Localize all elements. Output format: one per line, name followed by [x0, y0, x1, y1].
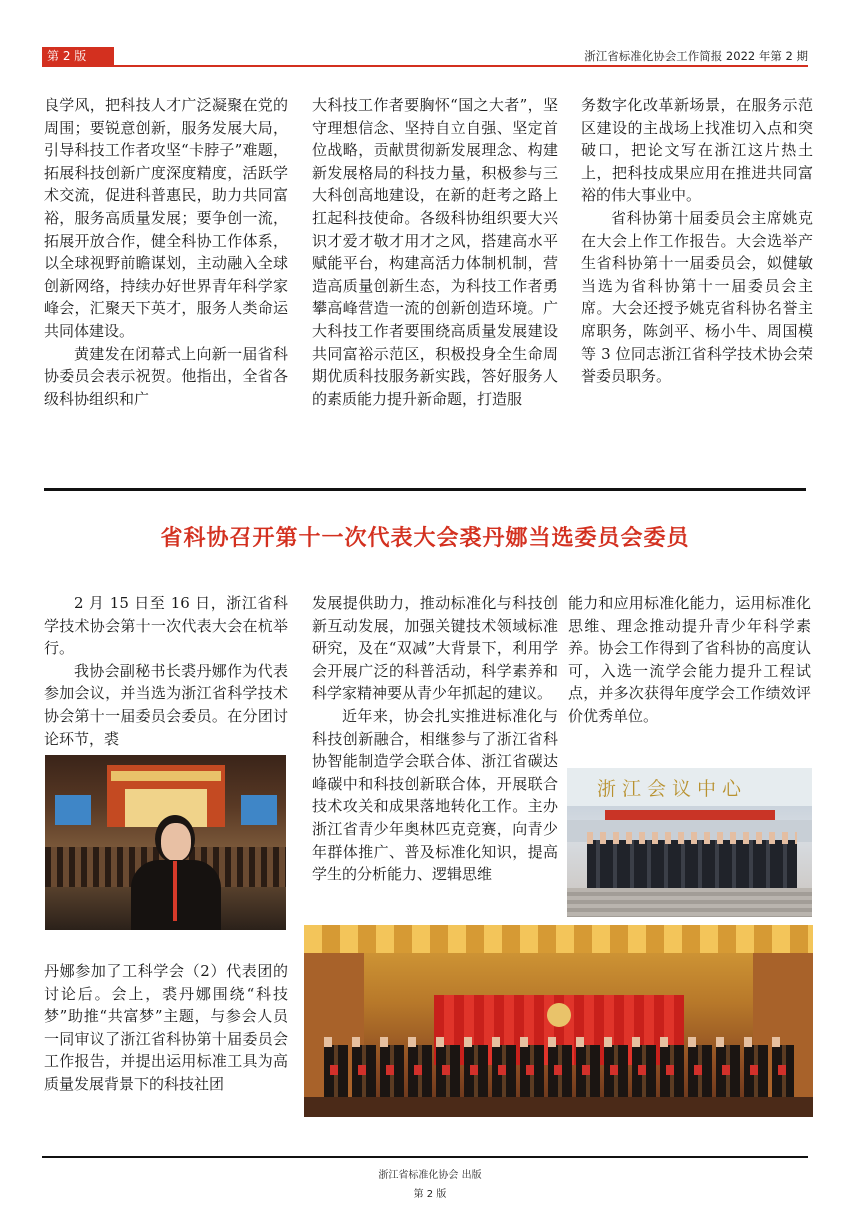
- paragraph: 黄建发在闭幕式上向新一届省科协委员会表示祝贺。他指出，全省各级科协组织和广: [44, 344, 288, 408]
- red-banner: [605, 810, 775, 820]
- header-rule: [42, 65, 808, 67]
- footer-publisher: 浙江省标准化协会 出版: [378, 1170, 482, 1181]
- paragraph: 丹娜参加了工科学会（2）代表团的讨论后。会上，裘丹娜围绕“科技梦”助推“共富梦”主题，与参会人员一同审议了浙江省科协第十届委员会工作报告，并提出运用标准工具为高质量发展背景下的科技社团: [44, 962, 288, 1093]
- article-column-1-continued: [44, 960, 288, 1096]
- paragraph: 良学风，把科技人才广泛凝聚在党的周围；要锐意创新，服务发展大局，引导科技工作者攻坚“卡脖子”难题，拓展科技创新广度深度精度，活跃学术交流，促进科普惠民，助力共同富裕，服务高质量发展；要争创一流，拓展开放合作，健全科协工作体系，以全球视野前瞻谋划，主动融入全球创新网络，持续办好世界青年科学家峰会，汇聚天下英才，服务人类命运共同体建设。: [44, 96, 288, 340]
- top-article-column-3: [581, 94, 813, 388]
- stage-floor: [304, 1097, 813, 1117]
- article-column-3: [568, 592, 811, 728]
- article-column-1: [44, 592, 288, 750]
- page-header: [42, 47, 808, 66]
- paragraph: 务数字化改革新场景，在服务示范区建设的主战场上找准切入点和突破口，把论文写在浙江这片热土上，把科技成果应用在推进共同富裕的伟大事业中。: [581, 96, 813, 205]
- paragraph: 能力和应用标准化能力，运用标准化思维、理念推动提升青少年科学素养。协会工作得到了省科协的高度认可，入选一流学会能力提升工程试点，并多次获得年度学会工作绩效评价优秀单位。: [568, 594, 811, 725]
- lanyard: [173, 861, 177, 921]
- paragraph: 省科协第十届委员会主席姚克在大会上作工作报告。大会选举产生省科协第十一届委员会，姒健敏当选为省科协第十一届委员会主席。大会还授予姚克省科协名誉主席职务，陈剑平、杨小牛、周国模等 3 位同志浙江省科学技术协会荣誉委员职务。: [581, 208, 813, 386]
- paragraph: 发展提供助力，推动标准化与科技创新互动发展，加强关键技术领域标准研究，及在“双减”大背景下，利用学会开展广泛的科普活动，科学素养和科学家精神要从青少年抓起的建议。: [312, 594, 558, 703]
- side-screen-right: [241, 795, 277, 825]
- side-screen-left: [55, 795, 91, 825]
- conference-center-group-photo: [567, 768, 812, 917]
- footer-rule: [42, 1156, 808, 1158]
- faces-row: [587, 832, 797, 844]
- awardee-faces: [324, 1037, 794, 1047]
- paragraph: 我协会副秘书长裘丹娜作为代表参加会议，并当选为浙江省科学技术协会第十一届委员会委员。在分团讨论环节，裘: [44, 661, 288, 748]
- front-steps: [567, 888, 812, 917]
- certificates: [324, 1065, 794, 1075]
- building-sign: 浙江会议中心: [597, 778, 748, 800]
- section-divider: [44, 488, 806, 491]
- stage-banner: [111, 771, 221, 781]
- article-column-2: [312, 592, 558, 886]
- ceiling-lights: [304, 925, 813, 953]
- delegate-portrait-photo: [45, 755, 286, 930]
- person-face: [161, 823, 191, 861]
- paragraph: 大科技工作者要胸怀“国之大者”，坚守理想信念、坚持自立自强、坚定首位战略，贡献贯彻新发展理念、构建新发展格局的科技力量，积极参与三大科创高地建设，在新的赶考之路上扛起科技使命。各级科协组织要大兴识才爱才敬才用才之风，搭建高水平赋能平台，构建高活力体制机制，营造高质量创新生态，为科技工作者勇攀高峰营造一流的创新创造环境。广大科技工作者要围绕高质量发展建设共同富裕示范区，积极投身全生命周期优质科技服务新实践，答好服务人的素质能力提升新命题，打造服: [312, 96, 558, 408]
- paragraph: 近年来，协会扎实推进标准化与科技创新融合，相继参与了浙江省科协智能制造学会联合体、浙江省碳达峰碳中和科技创新联合体，开展联合技术攻关和成果落地转化工作。主办浙江省青少年奥林匹克竞赛，向青少年群体推广、普及标准化知识，提高学生的分析能力、逻辑思维: [312, 706, 558, 884]
- edition-tag: 第 2 版: [42, 47, 114, 65]
- group-of-people: [587, 840, 797, 888]
- footer-page-number: 第 2 版: [413, 1189, 447, 1200]
- award-ceremony-photo: [304, 925, 813, 1117]
- emblem: [547, 1003, 571, 1027]
- article-headline: 省科协召开第十一次代表大会裘丹娜当选委员会委员: [160, 526, 690, 551]
- top-article-column-2: [312, 94, 558, 410]
- top-article-column-1: [44, 94, 288, 410]
- publication-title: 浙江省标准化协会工作简报 2022 年第 2 期: [584, 49, 808, 63]
- paragraph: 2 月 15 日至 16 日，浙江省科学技术协会第十一次代表大会在杭举行。: [44, 594, 288, 658]
